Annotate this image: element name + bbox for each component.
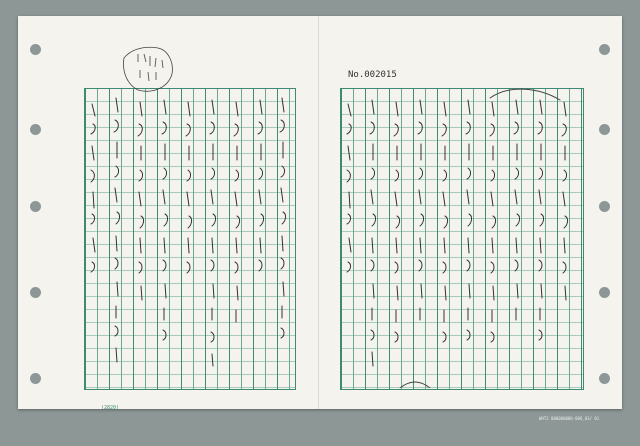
binder-hole [30,44,41,55]
binder-hole [599,124,610,135]
binder-hole [30,124,41,135]
binder-hole [599,201,610,212]
handwriting-left [84,88,294,388]
binder-hole [30,287,41,298]
handwritten-annotation [118,44,176,94]
catalog-number: WHT2 000000000-006_03/ 01 [539,416,600,421]
binder-hole [30,373,41,384]
binder-hole [30,201,41,212]
binder-hole [599,44,610,55]
binder-hole [599,287,610,298]
handwriting-right [340,88,582,388]
margin-mark: (2820) [101,405,120,411]
serial-number: No.002015 [348,70,397,80]
manuscript-sheet [18,16,622,409]
page-fold [318,16,319,409]
binder-hole [599,373,610,384]
